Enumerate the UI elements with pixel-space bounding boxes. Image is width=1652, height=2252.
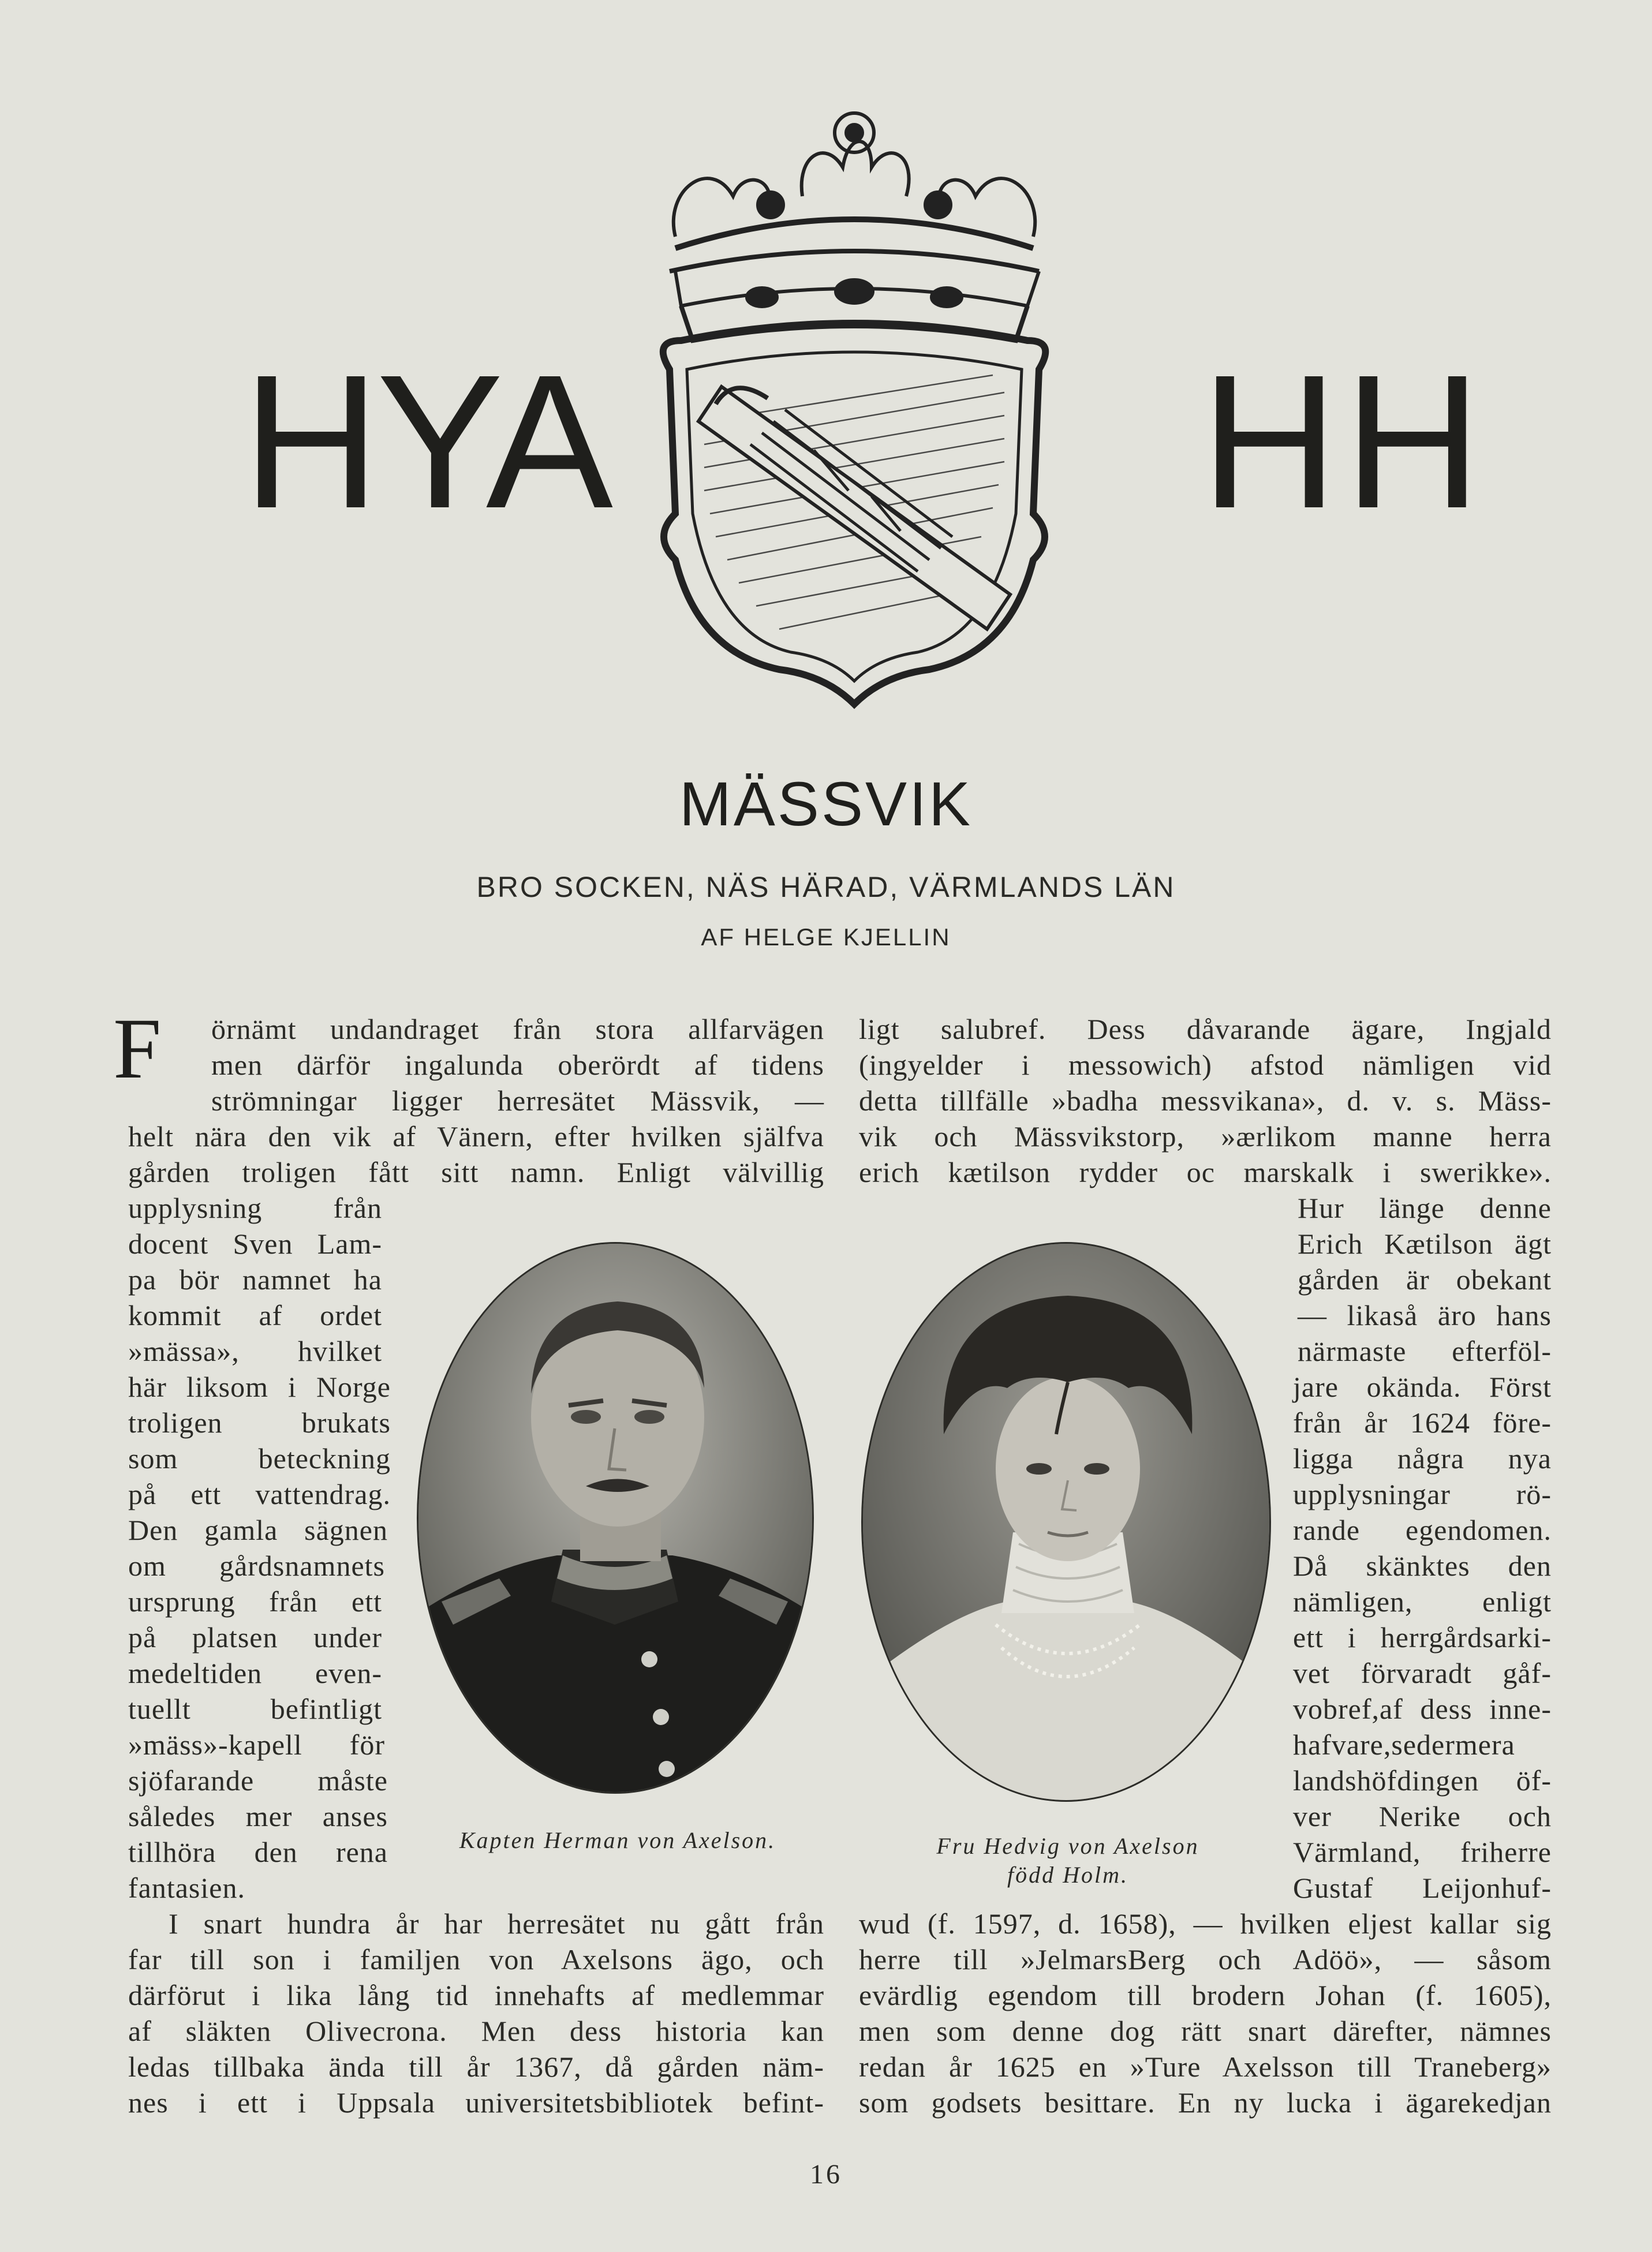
portrait-hedvig-von-axelson bbox=[861, 1242, 1271, 1802]
text-line: troligen brukats bbox=[128, 1406, 391, 1439]
monogram-left: HYA bbox=[242, 335, 610, 548]
text-line: nes i ett i Uppsala universitetsbibliotek befint- bbox=[128, 2086, 824, 2119]
text-line: ursprung från ett bbox=[128, 1585, 382, 1618]
text-line: sjöfarande måste bbox=[128, 1764, 388, 1797]
text-line: kommit af ordet bbox=[128, 1299, 382, 1331]
text-line: upplysningar rö- bbox=[1293, 1478, 1552, 1510]
text-line: medeltiden even- bbox=[128, 1657, 382, 1689]
text-line: vobref,af dess inne- bbox=[1293, 1693, 1552, 1725]
text-line: (ingyelder i messowich) afstod nämligen vid bbox=[859, 1049, 1552, 1081]
text-line: erich kætilson rydder oc marskalk i swerikke». bbox=[859, 1156, 1552, 1188]
text-line: Gustaf Leijonhuf- bbox=[1293, 1872, 1552, 1904]
text-line: gården är obekant bbox=[1298, 1263, 1552, 1296]
portrait-woman-image bbox=[863, 1244, 1269, 1800]
drop-cap: F bbox=[113, 1001, 162, 1097]
text-line: ledas tillbaka ända till år 1367, då gården näm- bbox=[128, 2051, 824, 2083]
text-line: Den gamla sägnen bbox=[128, 1514, 388, 1546]
text-line: af släkten Olivecrona. Men dess historia kan bbox=[128, 2015, 824, 2047]
portrait-man-image bbox=[418, 1244, 812, 1792]
text-line: hafvare,sedermera bbox=[1293, 1729, 1515, 1761]
text-line: redan år 1625 en »Ture Axelsson till Traneberg» bbox=[859, 2051, 1552, 2083]
text-line: nämligen, enligt bbox=[1293, 1585, 1552, 1618]
text-line: således mer anses bbox=[128, 1800, 388, 1832]
monogram-right: HH bbox=[1201, 335, 1487, 548]
text-line: om gårdsnamnets bbox=[128, 1550, 385, 1582]
text-line: från år 1624 före- bbox=[1293, 1406, 1552, 1439]
text-line: rande egendomen. bbox=[1293, 1514, 1552, 1546]
page-subtitle: BRO SOCKEN, NÄS HÄRAD, VÄRMLANDS LÄN bbox=[476, 871, 1176, 903]
portrait-herman-von-axelson bbox=[417, 1242, 814, 1794]
text-line: far till son i familjen von Axelsons ägo, och bbox=[128, 1943, 824, 1976]
text-line: »mässa», hvilket bbox=[128, 1335, 382, 1367]
author-line: AF HELGE KJELLIN bbox=[701, 923, 951, 951]
text-line: — likaså äro hans bbox=[1298, 1299, 1552, 1331]
text-line: wud (f. 1597, d. 1658), — hvilken eljest kallar sig bbox=[859, 1907, 1552, 1940]
text-line: men därför ingalunda oberördt af tidens bbox=[211, 1049, 824, 1081]
text-line: ett i herrgårdsarki- bbox=[1293, 1621, 1552, 1654]
text-line: som beteckning bbox=[128, 1442, 391, 1475]
text-line: strömningar ligger herresätet Mässvik, — bbox=[211, 1084, 824, 1117]
text-line: örnämt undandraget från stora allfarvägen bbox=[211, 1013, 824, 1045]
text-line: evärdlig egendom till brodern Johan (f. 1605), bbox=[859, 1979, 1552, 2011]
caption-left-portrait: Kapten Herman von Axelson. bbox=[459, 1827, 776, 1853]
text-line: tuellt befintligt bbox=[128, 1693, 382, 1725]
caption-right-portrait-line2: född Holm. bbox=[1007, 1862, 1128, 1888]
text-line: Då skänktes den bbox=[1293, 1550, 1552, 1582]
text-line: vet förvaradt gåf- bbox=[1293, 1657, 1552, 1689]
text-line: herre till »JelmarsBerg och Adöö», — såsom bbox=[859, 1943, 1552, 1976]
text-line: ligga några nya bbox=[1293, 1442, 1552, 1475]
text-line: detta tillfälle »badha messvikana», d. v. s. Mäss- bbox=[859, 1084, 1552, 1117]
text-line: ver Nerike och bbox=[1293, 1800, 1552, 1832]
text-line: docent Sven Lam- bbox=[128, 1228, 382, 1260]
text-line: ligt salubref. Dess dåvarande ägare, Ingjald bbox=[859, 1013, 1552, 1045]
page-number: 16 bbox=[810, 2159, 842, 2190]
text-line: helt nära den vik af Vänern, efter hvilken själfva bbox=[128, 1120, 824, 1153]
caption-right-portrait-line1: Fru Hedvig von Axelson bbox=[936, 1833, 1199, 1859]
text-line: på platsen under bbox=[128, 1621, 382, 1654]
text-line: Värmland, friherre bbox=[1293, 1836, 1552, 1868]
text-line: fantasien. bbox=[128, 1872, 245, 1904]
text-line: vik och Mässvikstorp, »ærlikom manne herra bbox=[859, 1120, 1552, 1153]
text-line: jare okända. Först bbox=[1293, 1371, 1552, 1403]
text-line: upplysning från bbox=[128, 1192, 382, 1224]
text-line: men som denne dog rätt snart därefter, nämnes bbox=[859, 2015, 1552, 2047]
coat-of-arms-icon bbox=[629, 98, 1079, 710]
text-line: tillhöra den rena bbox=[128, 1836, 388, 1868]
text-line: Hur länge denne bbox=[1298, 1192, 1552, 1224]
text-line: gården troligen fått sitt namn. Enligt välvillig bbox=[128, 1156, 824, 1188]
text-line: här liksom i Norge bbox=[128, 1371, 391, 1403]
text-line: som godsets besittare. En ny lucka i ägarekedjan bbox=[859, 2086, 1552, 2119]
text-line: därförut i lika lång tid innehafts af medlemmar bbox=[128, 1979, 824, 2011]
text-line: Erich Kætilson ägt bbox=[1298, 1228, 1552, 1260]
text-line: pa bör namnet ha bbox=[128, 1263, 382, 1296]
text-line: på ett vattendrag. bbox=[128, 1478, 391, 1510]
page-title: MÄSSVIK bbox=[679, 769, 973, 839]
text-line: »mäss»-kapell för bbox=[128, 1729, 385, 1761]
text-line: I snart hundra år har herresätet nu gått från bbox=[169, 1907, 824, 1940]
text-line: landshöfdingen öf- bbox=[1293, 1764, 1552, 1797]
text-line: närmaste efterföl- bbox=[1298, 1335, 1552, 1367]
